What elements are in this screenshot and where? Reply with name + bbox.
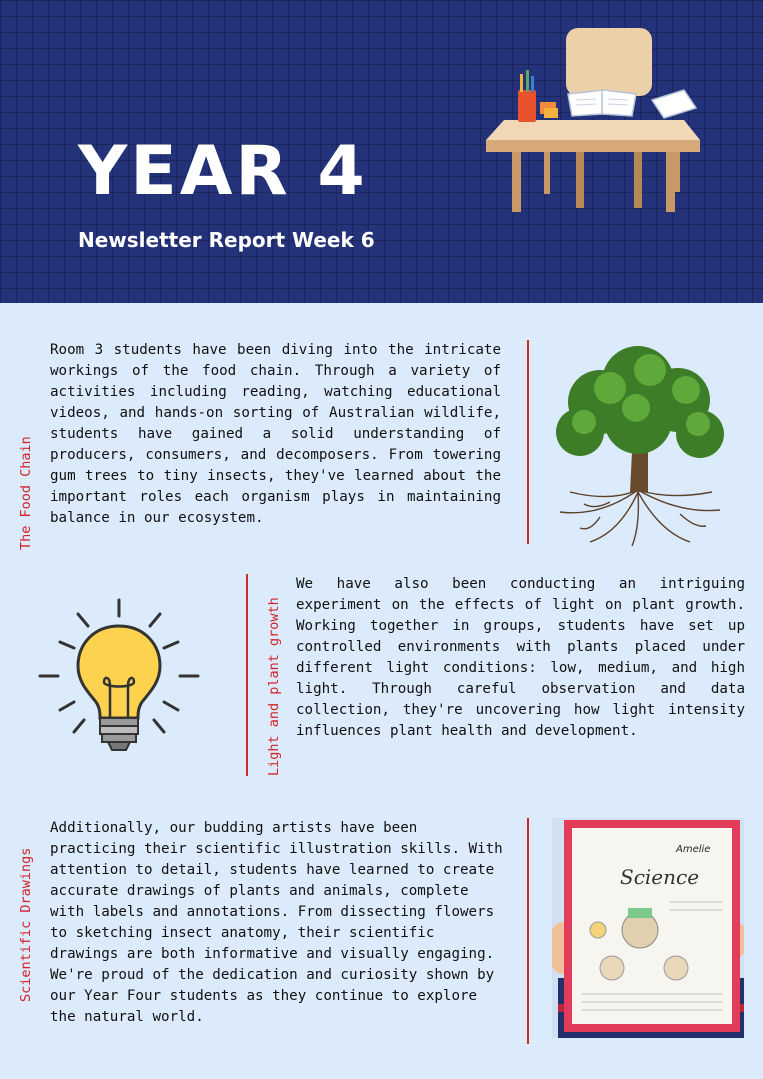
science-drawing-photo — [552, 818, 744, 1038]
scientific-drawings-text — [50, 818, 505, 1028]
section-divider — [246, 574, 248, 776]
page-title: YEAR 4 — [78, 132, 368, 211]
drawing-student-name: Amelie — [676, 844, 711, 855]
section-divider — [527, 818, 529, 1044]
scientific-drawings-paragraph: Additionally, our budding artists have been practicing their scientific illustration skills. With attention to detail, students have learned to create accurate drawings of plants and animals, complete with labels and annotations. From dissecting flowers to sketching insect anatomy, their scientific drawings are both informative and visually engaging. — [50, 820, 503, 962]
lightbulb-icon — [38, 598, 200, 760]
tree-icon — [540, 342, 736, 548]
light-growth-paragraph: We have also been conducting an intriguing experiment on the effects of light on plant growth. Working together in groups, students have set up controlled environments with plants placed under different light conditions: low, medium, and high light. Through careful observation and data collection, they're uncovering how light intensity influences plant health and development. — [296, 576, 745, 739]
food-chain-paragraph: Room 3 students have been diving into the intricate workings of the food chain. Through a variety of activities including reading, watching educational videos, and hands-on sorting of Australian wildlife, students have gained a solid understanding of producers, consumers, and decomposers. From towering gum trees to tiny insects, they've learned about the important roles each organism plays in maintaining balance in our ecosystem. — [50, 342, 501, 526]
section-label-scientific-drawings: Scientific Drawings — [18, 847, 34, 1002]
section-label-food-chain: The Food Chain — [18, 436, 34, 550]
drawing-heading: Science — [620, 865, 700, 889]
page-subtitle: Newsletter Report Week 6 — [78, 228, 375, 252]
section-label-light-growth: Light and plant growth — [266, 597, 282, 776]
header-banner — [0, 0, 763, 303]
school-desk-icon — [484, 28, 704, 218]
closing-paragraph: We're proud of the dedication and curiosity shown by our Year Four students as they continue to explore the natural world. — [50, 967, 495, 1025]
section-divider — [527, 340, 529, 544]
